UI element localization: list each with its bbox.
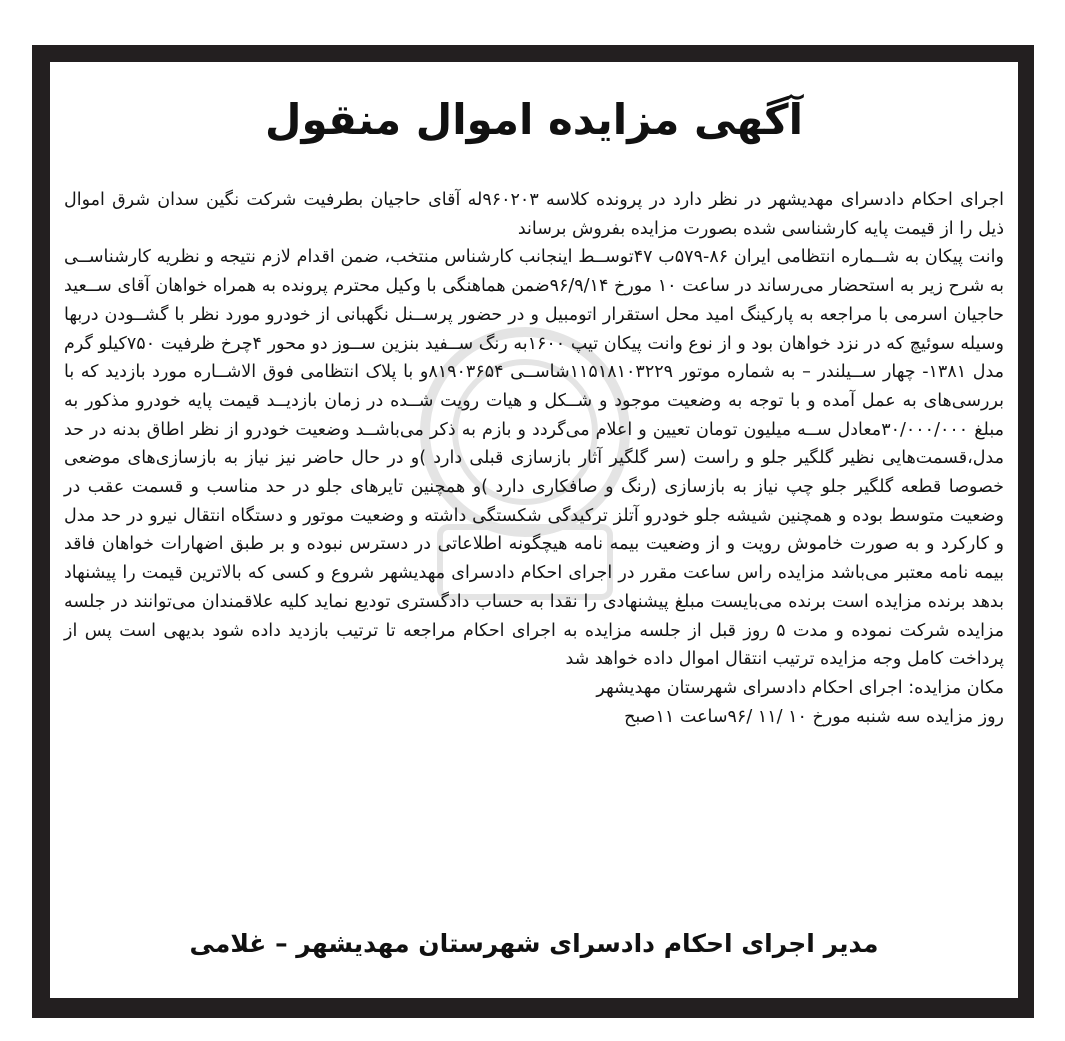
auction-date: روز مزایده سه شنبه مورخ ۱۰ /۱۱ /۹۶ساعت ۱۱صبح xyxy=(624,706,1004,727)
auction-location: مکان مزایده: اجرای احکام دادسرای شهرستان مهدیشهر xyxy=(596,677,1004,698)
notice-title: آگهی مزایده اموال منقول xyxy=(265,95,803,144)
intro-paragraph: اجرای احکام دادسرای مهدیشهر در نظر دارد در پرونده کلاسه ۹۶۰۲۰۳له آقای حاجیان بطرفیت شرکت نگین سدان شرق اموال ذیل را از قیمت پایه کارشناسی شده بصورت مزایده بفروش برساند xyxy=(64,190,1004,239)
notice-body xyxy=(64,186,1004,731)
signature-line: مدیر اجرای احکام دادسرای شهرستان مهدیشهر – غلامی xyxy=(189,929,879,958)
appraisal-paragraph: وانت پیکان به شــماره انتظامی ایران ۸۶-۵۷۹ب ۴۷توســط اینجانب کارشناس منتخب، ضمن اقدام لازم نتیجه و نظریه کارشناســی به شرح زیر به استحضار می‌رساند در ساعت ۱۰ مورخ ۹۶/۹/۱۴ضمن هماهنگی با وکیل محترم پرونده به همراه خواهان آقای ســعید حاجیان اسرمی با مراجعه به پارکینگ امید محل استقرار اتومبیل و در حضور پرســنل نگهبانی از خودرو مورد نظر با گشــودن دربها وسیله سوئیچ که در نزد خواهان بود و از نوع وانت پیکان تیپ ۱۶۰۰به رنگ ســفید بنزین ســوز دو محور ۴چرخ ظرفیت ۷۵۰کیلو گرم مدل ۱۳۸۱- چهار ســیلندر – به شماره موتور ۱۱۵۱۸۱۰۳۲۲۹شاســی ۸۱۹۰۳۶۵۴و با پلاک انتظامی فوق الاشــاره مورد بازدید که با بررسی‌های به عمل آمده و با توجه به وضعیت موجود و شــکل و هیات رویت شــده در زمان بازدیــد قیمت پایه خودرو مذکور به مبلغ ۳۰/۰۰۰/۰۰۰معادل ســه میلیون تومان تعیین و اعلام می‌گردد و بازم به ذکر می‌باشــد وضعیت خودرو از نظر اطاق بدنه در حد مدل،قسمت‌هایی نظیر گلگیر جلو و راست (سر گلگیر آثار بازسازی قبلی دارد )و در حال حاضر نیز نیاز به بازسازی‌های موضعی خصوصا قطعه گلگیر جلو چپ نیاز به بازسازی (رنگ و صافکاری دارد )و همچنین تایرهای جلو در حد مناسب و قسمت عقب در وضعیت متوسط بوده و همچنین شیشه جلو خودرو آتلز ترکیدگی شکستگی داشته و وضعیت موتور و دستگاه انتقال نیرو در حد مدل و کارکرد و به صورت خاموش رویت و از وضعیت بیمه نامه هیچگونه اطلاعاتی در دسترس نبوده و بر طبق اضهارات خواهان فاقد بیمه نامه معتبر می‌باشد مزایده راس ساعت مقرر در اجرای احکام دادسرای مهدیشهر شروع و کسی که بالاترین قیمت را پیشنهاد بدهد برنده مزایده است برنده می‌بایست مبلغ پیشنهادی را نقدا به حساب دادگستری تودیع نماید کلیه علاقمندان می‌توانند در جلسه مزایده شرکت نموده و مدت ۵ روز قبل از جلسه مزایده به اجرای احکام مراجعه تا ترتیب بازدید داده شود بدیهی است پس از پرداخت کامل وجه مزایده ترتیب انتقال اموال داده خواهد شد xyxy=(64,247,1004,670)
notice-sheet xyxy=(50,62,1018,998)
